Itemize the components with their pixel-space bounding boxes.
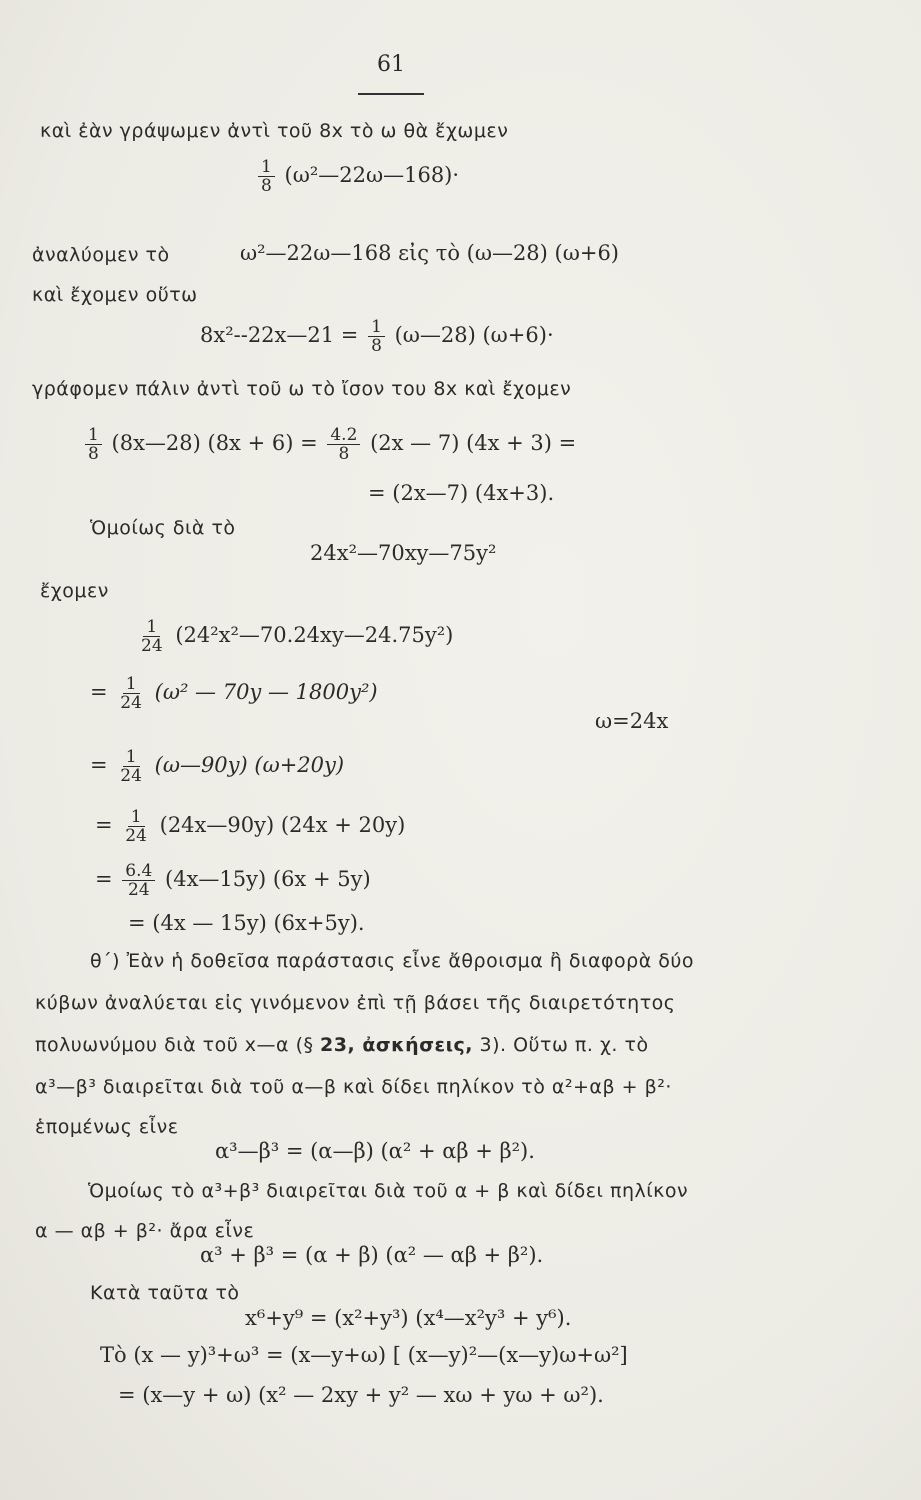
fraction: $\frac{1}{8}$ <box>258 158 275 195</box>
equation: 8x²--22x—21 = $\frac{1}{8}$ (ω—28) (ω+6)· <box>200 317 554 356</box>
equation: = $\frac{1}{24}$ (ω—90y) (ω+20y) <box>90 747 345 786</box>
fraction: $\frac{4.2}{8}$ <box>327 426 360 463</box>
fraction: $\frac{6.4}{24}$ <box>122 862 155 899</box>
text-line: Κατὰ ταῦτα τὸ <box>90 1282 240 1304</box>
equation: = $\frac{6.4}{24}$ (4x—15y) (6x + 5y) <box>95 861 371 900</box>
equation: = $\frac{1}{24}$ (24x—90y) (24x + 20y) <box>95 807 406 846</box>
equation: 24x²—70xy—75y² <box>310 541 497 565</box>
fraction: $\frac{1}{24}$ <box>120 747 142 786</box>
equation: ω²—22ω—168 εἰς τὸ (ω—28) (ω+6) <box>240 241 620 265</box>
equation: x⁶+y⁹ = (x²+y³) (x⁴—x²y³ + y⁶). <box>245 1306 572 1330</box>
text-line: θ΄) Ἐὰν ἡ δοθεῖσα παράστασις εἶνε ἄθροισμα ἢ διαφορὰ δύο <box>90 950 695 972</box>
page-number: 61 <box>377 52 405 77</box>
equation: Τὸ (x — y)³+ω³ = (x—y+ω) [ (x—y)²—(x—y)ω+ω²] <box>100 1343 628 1367</box>
text-line: ἔχομεν <box>40 580 109 602</box>
text-line: κύβων ἀναλύεται εἰς γινόμενον ἐπὶ τῇ βάσει τῆς διαιρετότητος <box>35 992 676 1014</box>
equation: = (4x — 15y) (6x+5y). <box>128 911 365 935</box>
equation <box>255 158 459 195</box>
equation: α³—β³ = (α—β) (α² + αβ + β²). <box>215 1139 535 1163</box>
text-line: γράφομεν πάλιν ἀντὶ τοῦ ω τὸ ἴσον του 8x καὶ ἔχομεν <box>32 378 572 400</box>
text-line: ἑπομένως εἶνε <box>35 1116 179 1138</box>
equation: ω=24x <box>595 709 669 733</box>
fraction: $\frac{1}{24}$ <box>141 617 163 656</box>
equation: α³ + β³ = (α + β) (α² — αβ + β²). <box>200 1243 544 1267</box>
fraction: $\frac{1}{8}$ <box>368 318 385 355</box>
page-number-rule <box>358 93 424 95</box>
fraction: $\frac{1}{8}$ <box>85 426 102 463</box>
text-line: πολυωνύμου διὰ τοῦ x—α (§ 23, ἀσκήσεις, 3). Οὕτω π. χ. τὸ <box>35 1034 649 1056</box>
equation: $\frac{1}{24}$ (24²x²—70.24xy—24.75y²) <box>135 618 453 655</box>
equation-text: (ω²—22ω—168)· <box>284 163 460 187</box>
text-line: καὶ ἐὰν γράψωμεν ἀντὶ τοῦ 8x τὸ ω θὰ ἔχωμεν <box>40 120 509 142</box>
text-line: α³—β³ διαιρεῖται διὰ τοῦ α—β καὶ δίδει πηλίκον τὸ α²+αβ + β²· <box>35 1076 672 1098</box>
fraction: $\frac{1}{24}$ <box>125 807 147 846</box>
text-line: καὶ ἔχομεν οὕτω <box>32 284 198 306</box>
section-reference: 23 <box>320 1034 348 1056</box>
equation: = $\frac{1}{24}$ (ω² — 70y — 1800y²) <box>90 674 378 713</box>
equation: = (x—y + ω) (x² — 2xy + y² — xω + yω + ω²). <box>118 1383 604 1407</box>
equation: $\frac{1}{8}$ (8x—28) (8x + 6) = $\frac{4.2}{8}$ (2x — 7) (4x + 3) = <box>82 426 576 463</box>
text-line: α — αβ + β²· ἄρα εἶνε <box>35 1220 255 1242</box>
text-line: Ὁμοίως διὰ τὸ <box>90 517 236 539</box>
text-line: Ὁμοίως τὸ α³+β³ διαιρεῖται διὰ τοῦ α + β καὶ δίδει πηλίκον <box>88 1180 689 1202</box>
equation: = (2x—7) (4x+3). <box>368 481 555 505</box>
fraction: $\frac{1}{24}$ <box>120 674 142 713</box>
text-line: ἀναλύομεν τὸ <box>32 244 170 266</box>
